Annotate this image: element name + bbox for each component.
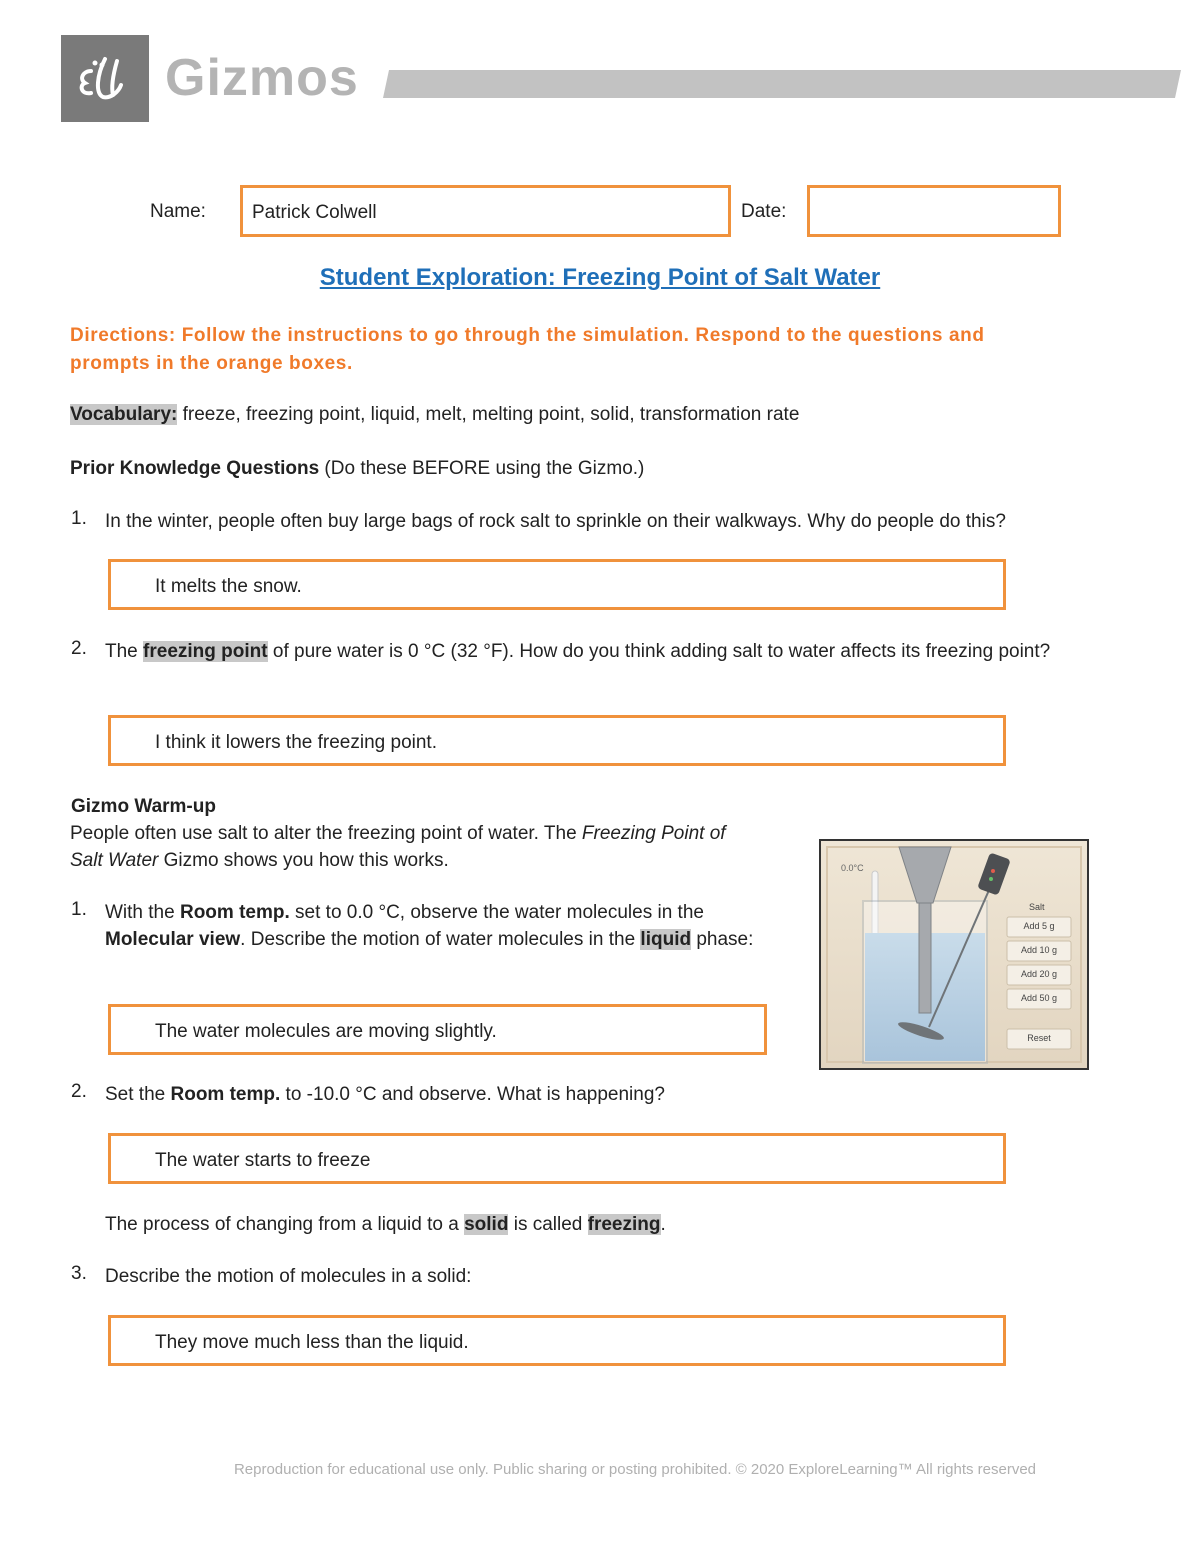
vocab-term: solid <box>464 1214 509 1235</box>
answer-text: I think it lowers the freezing point. <box>155 732 437 753</box>
vocabulary-text: freeze, freezing point, liquid, melt, melting point, solid, transformation rate <box>177 404 800 425</box>
vocab-term: freezing point <box>143 641 268 662</box>
salt-label: Salt <box>1029 902 1045 912</box>
answer-text: It melts the snow. <box>155 576 302 597</box>
add-5g-button: Add 5 g <box>1023 921 1055 931</box>
brand-name: Gizmos <box>165 49 359 107</box>
answer-text: The water molecules are moving slightly. <box>155 1021 497 1042</box>
text-run: set to 0.0 °C, observe the water molecules in the <box>289 902 704 923</box>
gizmo-name: Freezing Point of Salt Water <box>70 823 726 871</box>
text-run: Gizmo shows you how this works. <box>158 850 449 871</box>
answer-box[interactable] <box>108 1315 1006 1366</box>
add-20g-button: Add 20 g <box>1020 969 1058 979</box>
date-label: Date: <box>741 201 787 222</box>
answer-text: They move much less than the liquid. <box>155 1332 469 1353</box>
question-number: 2. <box>71 638 87 659</box>
text-run: phase: <box>691 929 754 950</box>
vocabulary-label: Vocabulary: <box>70 404 178 425</box>
footer-copyright: Reproduction for educational use only. Public sharing or posting prohibited. © 2020 ExploreLearning™ All rights reserved <box>233 1461 1037 1478</box>
question-number: 1. <box>71 899 87 920</box>
header-bar <box>383 70 1181 98</box>
vocabulary-line <box>70 401 1130 428</box>
prior-heading-text: Prior Knowledge Questions <box>70 458 320 479</box>
question-text <box>105 1081 1105 1108</box>
answer-text: The water starts to freeze <box>155 1150 371 1171</box>
text-run: People often use salt to alter the freezing point of water. The <box>70 823 582 844</box>
bold-term: Room temp. <box>179 902 290 923</box>
warmup-heading-text: Gizmo Warm-up <box>71 796 216 817</box>
name-label: Name: <box>150 201 206 222</box>
answer-box[interactable] <box>108 559 1006 610</box>
answer-box[interactable] <box>108 1004 767 1055</box>
logo-mark-icon <box>61 35 149 122</box>
vocab-term: liquid <box>640 929 692 950</box>
text-run: . Describe the motion of water molecules in the <box>240 929 641 950</box>
text-run: With the <box>105 902 180 923</box>
answer-box[interactable] <box>108 715 1006 766</box>
prior-heading-note: (Do these BEFORE using the Gizmo.) <box>319 458 645 479</box>
text-run: Set the <box>105 1084 171 1105</box>
add-50g-button: Add 50 g <box>1020 993 1058 1003</box>
temp-readout: 0.0°C <box>841 863 864 873</box>
bold-term: Molecular view <box>105 929 241 950</box>
question-number: 1. <box>71 508 87 529</box>
warmup-heading <box>71 793 216 820</box>
page-title: Student Exploration: Freezing Point of Salt Water <box>319 264 881 291</box>
answer-box[interactable] <box>108 1133 1006 1184</box>
text-run: The process of changing from a liquid to a <box>105 1214 465 1235</box>
date-field[interactable] <box>807 185 1061 237</box>
add-10g-button: Add 10 g <box>1020 945 1058 955</box>
bold-term: Room temp. <box>170 1084 281 1105</box>
vocab-term: freezing <box>587 1214 661 1235</box>
prior-knowledge-heading <box>70 455 1130 482</box>
text-run: is called <box>508 1214 588 1235</box>
text-run: to -10.0 °C and observe. What is happening? <box>280 1084 665 1105</box>
question-text: Describe the motion of molecules in a solid: <box>105 1266 472 1287</box>
question-text: In the winter, people often buy large bags of rock salt to sprinkle on their walkways. Why do people do this? <box>105 511 1006 532</box>
question-number: 3. <box>71 1263 87 1284</box>
directions: Directions: Follow the instructions to go through the simulation. Respond to the questions and prompts in the orange boxes. <box>70 325 985 374</box>
reset-button: Reset <box>1027 1033 1051 1043</box>
name-field[interactable] <box>240 185 731 237</box>
name-value: Patrick Colwell <box>252 202 377 223</box>
text-run: of pure water is 0 °C (32 °F). How do you think adding salt to water affects its freezing point? <box>267 641 1051 662</box>
question-number: 2. <box>71 1081 87 1102</box>
text-run: The <box>105 641 144 662</box>
process-sentence <box>105 1211 1105 1238</box>
question-text <box>105 899 765 953</box>
text-run: . <box>660 1214 666 1235</box>
question-text <box>105 638 1125 665</box>
warmup-intro <box>70 820 760 874</box>
gizmos-logo <box>61 35 149 122</box>
gizmo-screenshot <box>819 839 1089 1070</box>
